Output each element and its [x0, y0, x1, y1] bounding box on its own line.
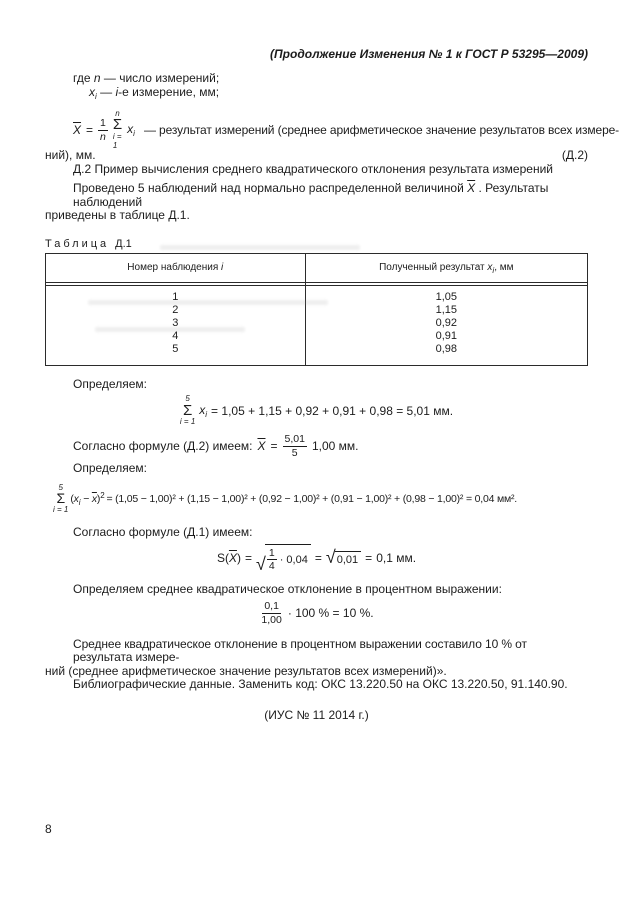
function-name: S(: [216, 551, 229, 565]
table-cell: 3: [172, 316, 179, 329]
square-root: [256, 544, 311, 573]
sum-lower-limit: i = 1: [112, 131, 122, 150]
table-caption-word: Таблица: [45, 237, 110, 250]
page-number: 8: [45, 822, 52, 836]
formula-result: · 100 % = 10 %.: [287, 606, 374, 620]
definition-text: -е измерение, мм;: [118, 84, 220, 99]
paren-open: (: [70, 493, 74, 505]
equals-sign: =: [270, 439, 278, 453]
page-content: [45, 0, 620, 722]
summation-operator: [53, 484, 68, 515]
formula-mean-value: [45, 433, 588, 460]
minus-sign: −: [80, 493, 92, 505]
subscript-i: i: [78, 498, 81, 507]
sum-lower-limit: i = 1: [53, 504, 69, 514]
radical-icon: √: [255, 554, 266, 575]
variable-x: x: [487, 261, 493, 273]
fraction-denominator: 1,00: [261, 613, 282, 626]
table-d1: [45, 253, 588, 366]
summation-term: [127, 122, 135, 138]
paragraph-text: . Результаты наблюдений: [73, 181, 549, 209]
definitions-block: [45, 72, 588, 103]
definition-line-n: [45, 72, 588, 86]
dash: —: [96, 84, 116, 99]
fraction-numerator: 1: [100, 117, 106, 130]
section-title-d2: Д.2 Пример вычисления среднего квадратического отклонения результата измерений: [73, 162, 553, 176]
fraction-numerator: 1: [268, 546, 275, 559]
sum-upper-limit: n: [115, 108, 120, 118]
running-header: (Продолжение Изменения № 1 к ГОСТ Р 53295—2009): [270, 47, 588, 61]
subscript-i: i: [133, 129, 135, 138]
table-column-values: [305, 286, 587, 365]
paragraph-text: Проведено 5 наблюдений над нормально распределенной величиной: [73, 181, 468, 195]
definition-lead: где: [73, 71, 94, 85]
sum-upper-limit: 5: [185, 394, 190, 404]
table-cell: 4: [172, 329, 179, 342]
formula-sum-xi: [45, 393, 588, 430]
fraction-numerator: 5,01: [284, 433, 305, 446]
xbar-symbol: $\overline{X}$: [228, 551, 237, 565]
table-cell: 0,98: [435, 342, 457, 355]
summation-operator: [113, 110, 122, 151]
formula-result: = (1,05 − 1,00)² + (1,15 − 1,00)² + (0,92 − 1,00)² + (0,91 − 1,00)² + (0,98 − 1,00)² = 0,04 мм².: [106, 493, 517, 505]
formula-result: 0,1 мм.: [376, 551, 417, 565]
formula-mean: [45, 108, 620, 150]
determine-label-2: Определяем:: [73, 460, 147, 475]
definition-line-xi: [45, 86, 588, 104]
fraction-01-over-100: [259, 600, 283, 626]
s-function: [217, 551, 241, 565]
table-header-col2: [305, 254, 587, 283]
subscript-i: i: [492, 265, 495, 275]
equation-label-d2: (Д.2): [561, 148, 588, 162]
square-root: [325, 547, 361, 568]
formula-description: — результат измерений (среднее арифметическое значение результатов всех измере-: [143, 123, 620, 137]
intro-paragraph: [45, 182, 588, 223]
table-caption: [45, 238, 588, 250]
table-cell: 0,91: [435, 329, 457, 342]
xbar-symbol: $\overline{X}$: [73, 123, 82, 137]
radical-icon: √: [325, 547, 336, 568]
paragraph-line: [45, 182, 588, 209]
superscript-2: 2: [100, 491, 105, 500]
sigma-icon: Σ: [182, 401, 193, 419]
ius-note: (ИУС № 11 2014 г.): [264, 707, 369, 722]
formula-percent: [45, 598, 588, 629]
formula-d1-intro: Согласно формуле (Д.1) имеем:: [73, 524, 253, 539]
closing-line: ний (среднее арифметическое значение результатов всех измерений)».: [45, 663, 447, 678]
summation-operator: [180, 395, 195, 427]
subscript-i: i: [95, 91, 97, 101]
equals-sign: =: [365, 551, 373, 565]
fraction-denominator: 4: [268, 560, 275, 572]
closing-line: Среднее квадратическое отклонение в процентном выражении составило 10 % от результата измере-: [73, 636, 527, 664]
table-cell: 1: [172, 290, 179, 303]
xbar-symbol: $\overline{x}$: [91, 493, 97, 505]
summation-term: [70, 491, 104, 507]
subscript-i: i: [205, 410, 208, 419]
table-caption-number: Д.1: [115, 237, 132, 250]
formula-result: 1,00 мм.: [311, 439, 359, 453]
equals-sign: =: [244, 551, 252, 565]
variable-x: x: [199, 403, 206, 417]
sum-upper-limit: 5: [58, 482, 63, 492]
formula-standard-deviation: [45, 544, 588, 573]
xbar-symbol: $\overline{X}$: [467, 181, 476, 195]
table-cell: 0,92: [435, 316, 457, 329]
equals-sign: =: [314, 551, 322, 565]
formula-result: = 1,05 + 1,15 + 0,92 + 0,91 + 0,98 = 5,01 мм.: [211, 404, 454, 418]
table-header-col1: [46, 254, 305, 283]
paren-close: ): [236, 551, 241, 565]
table-cell: 5: [172, 342, 179, 355]
variable-x: x: [89, 84, 95, 99]
summation-term: [199, 403, 207, 419]
paren-close: ): [96, 493, 101, 505]
definition-text: — число измерений;: [100, 71, 220, 85]
table-column-numbers: [46, 286, 305, 365]
radicand-text: · 0,04: [279, 553, 308, 566]
determine-label-1: Определяем:: [73, 376, 147, 391]
percent-intro: Определяем среднее квадратическое отклонение в процентном выражении:: [73, 581, 502, 596]
fraction-1-over-4: [267, 547, 277, 573]
closing-paragraphs: [45, 638, 588, 692]
header-text: Полученный результат: [379, 261, 488, 273]
formula-sum-squares: [45, 481, 588, 518]
bibliography-line: Библиографические данные. Заменить код: ОКС 13.220.50 на ОКС 13.220.50, 91.140.90.: [73, 677, 568, 691]
xbar-symbol: $\overline{X}$: [257, 439, 266, 453]
table-cell: 1,05: [435, 290, 457, 303]
radicand: [265, 544, 311, 573]
variable-i: i: [221, 261, 224, 273]
header-text: , мм: [494, 261, 514, 273]
fraction-denominator: n: [100, 130, 106, 143]
variable-n: n: [93, 71, 101, 85]
table-cell: 2: [172, 303, 179, 316]
sigma-icon: Σ: [112, 116, 123, 134]
radicand: 0,01: [335, 551, 361, 566]
fraction-501-over-5: [283, 433, 307, 459]
formula-description-continued: ний), мм.: [45, 148, 96, 162]
paragraph-line: приведены в таблице Д.1.: [45, 208, 190, 222]
sigma-icon: Σ: [56, 490, 65, 507]
formula-intro-text: Согласно формуле (Д.2) имеем:: [73, 439, 253, 453]
table-cell: 1,15: [435, 303, 457, 316]
header-text: Номер наблюдения: [127, 261, 222, 273]
variable-x: x: [127, 122, 134, 136]
sum-lower-limit: i = 1: [179, 417, 196, 427]
fraction-numerator: 0,1: [264, 600, 279, 613]
fraction-1-over-n: [98, 117, 108, 143]
formula-continuation-line: [45, 149, 588, 162]
variable-x: x: [73, 493, 79, 505]
equals-sign: =: [86, 123, 94, 137]
fraction-denominator: 5: [291, 446, 298, 459]
variable-i: i: [115, 84, 119, 99]
